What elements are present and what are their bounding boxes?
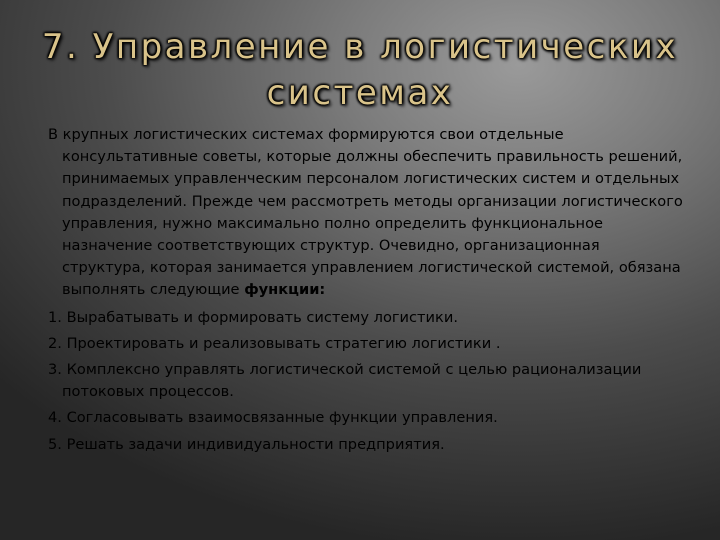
- list-item-3: 3. Комплексно управлять логистической системой с целью рационализации потоковых процессов.: [48, 361, 642, 401]
- list-item-5: 5. Решать задачи индивидуальности предприятия.: [48, 435, 445, 453]
- intro-text: В крупных логистических системах формируются свои отдельные консультативные советы, которые должны обеспечить правильность решений, принимаемых управленческим персоналом логистических систем и отдельных подразделений. Прежде чем рассмотреть методы организации логистического управления, нужно максимально полно определить функциональное назначение соответствующих структур. Очевидно, организационная структура, которая занимается управлением логистической системой, обязана выполнять следующие: [48, 126, 683, 299]
- slide-body: [48, 124, 684, 460]
- list-item-4: 4. Согласовывать взаимосвязанные функции управления.: [48, 409, 498, 427]
- list-item-1: 1. Вырабатывать и формировать систему логистики.: [48, 308, 458, 326]
- intro-bold-text: функции:: [244, 281, 326, 299]
- list-item-2: 2. Проектировать и реализовывать стратегию логистики .: [48, 334, 501, 352]
- intro-paragraph: [48, 124, 684, 302]
- slide-title: 7. Управление в логистических системах: [41, 27, 679, 113]
